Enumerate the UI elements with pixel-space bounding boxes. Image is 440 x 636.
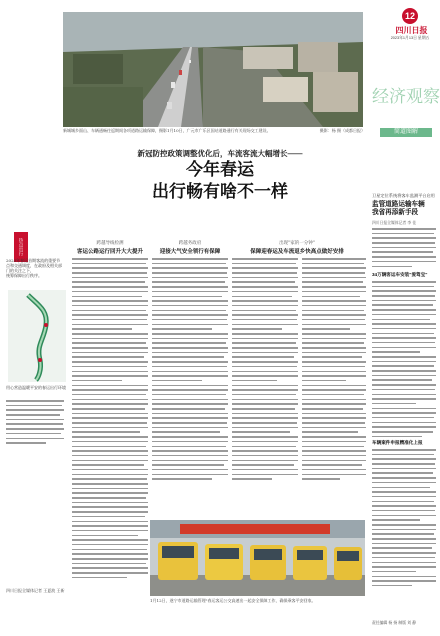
- top-photo-caption: 新城城乡面山、车辆通畅往返期间各项道路运输保障，摄影1月10日，广元市广乐区国站道路通行有关现场交工建设。: [63, 128, 271, 133]
- right-story-text-2: [372, 281, 436, 437]
- left-rail-caption-bottom: 用心营造温暖平安的春运出行环境: [6, 385, 66, 390]
- col1-kicker: 跨越导线检测: [96, 241, 124, 246]
- col2-body-text: [152, 258, 228, 480]
- right-story-kicker: 卫星定位系统将客车监测平台启用: [372, 193, 435, 198]
- left-rail-map-photo: [8, 290, 66, 382]
- left-rail-caption: [6, 258, 64, 288]
- section-subtitle: 简道图解: [380, 128, 432, 137]
- col3-body-text: [232, 258, 298, 480]
- col2-kicker: 跨越务政府: [178, 241, 202, 246]
- left-rail-caption-line: 统筹保障出行秩序。: [6, 273, 42, 278]
- bottom-photo-buses: [150, 520, 365, 596]
- section-title: 经济观察: [372, 87, 440, 107]
- top-photo-credit: 摄影：杨 摄（成都日报）: [319, 128, 365, 133]
- left-rail-caption-line: 2023年春运首期客流的重要节点和交通调度，在政府及相关部门的关注之下，: [6, 258, 62, 273]
- col4-body-text: [302, 258, 366, 480]
- left-rail-badge: 热点出行: [14, 232, 28, 262]
- col3-kicker: 出现"家的一分钟": [279, 241, 315, 246]
- right-story-text-1: [372, 228, 436, 267]
- headline-line-1: 今年春运: [186, 160, 254, 180]
- right-story-section-1: 34万辆客运车安装"爱驾宝": [372, 272, 428, 277]
- headline-line-2: 出行畅有啥不一样: [152, 182, 288, 202]
- headline-kicker: 新冠防控政策调整优化后，车流客流大幅增长——: [137, 149, 303, 158]
- col1-body-text: [72, 258, 148, 578]
- col3-heading: 保障迎春运及车流返乡快高点做好安排: [250, 249, 344, 255]
- masthead-logo: 四川日报: [395, 25, 428, 35]
- right-story-headline-2: 我省再添新手段: [372, 209, 419, 216]
- col1-heading: 客运公路运行回升大大提升: [76, 249, 143, 255]
- right-story-reporter: 四川日报全媒体记者 李 佳: [372, 220, 417, 225]
- page-number-badge: 12: [402, 8, 418, 24]
- right-story-text-3: [372, 449, 436, 586]
- page-footer-right: 责任编辑 杨 扬 制版 刘 静: [372, 620, 417, 625]
- masthead-date: 2023年1月13日 星期五: [390, 36, 430, 40]
- left-rail-text: [6, 400, 66, 444]
- bottom-photo-caption: 1月12日，遂宁市道路运输管理"春运客运公交高速出一起安全保障工作，确保乘客平安回家。: [150, 598, 316, 603]
- right-story-headline: 监管道路运输车辆: [372, 201, 425, 208]
- top-photo-highway-traffic: [63, 12, 363, 127]
- right-story-section-2: 车辆案件申报精准化上报: [372, 440, 423, 445]
- col2-heading: 迎接大气安全领行有保障: [159, 249, 221, 255]
- left-rail-footer: 四川日报全媒体记者 王夏波 王新: [6, 588, 65, 593]
